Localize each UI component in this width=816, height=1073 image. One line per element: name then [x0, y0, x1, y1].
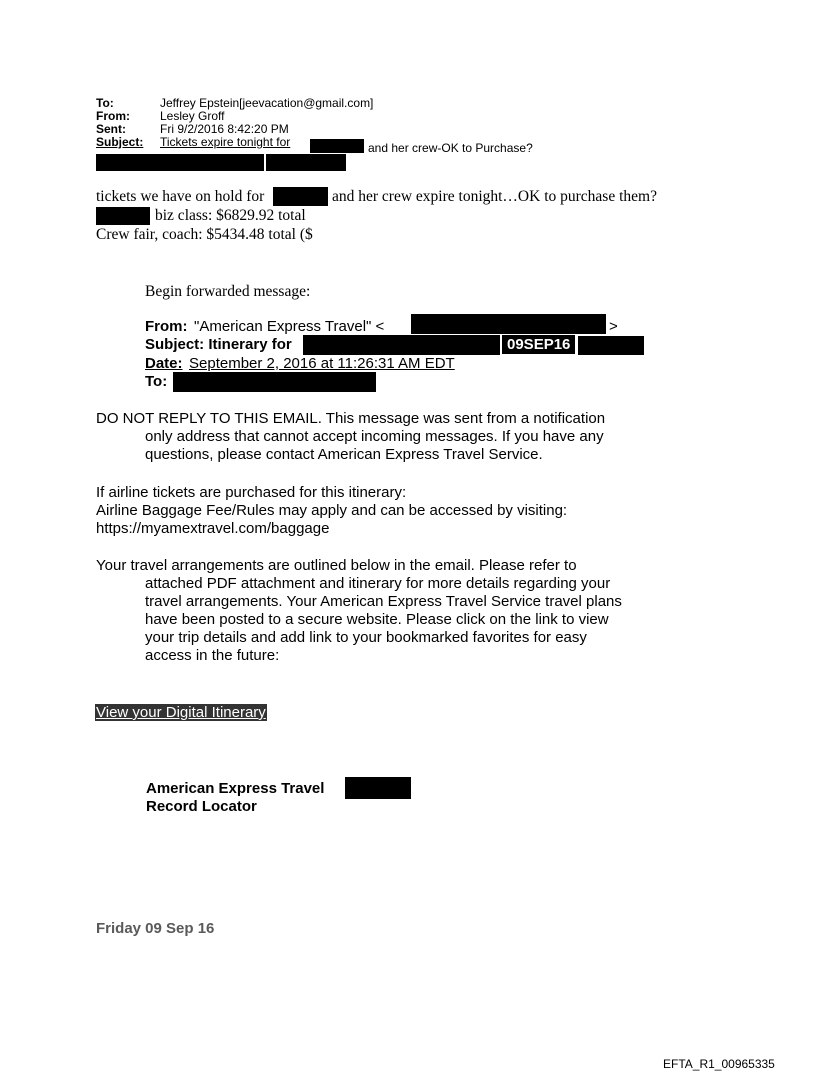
redaction-box: [578, 336, 644, 355]
sent-value: Fri 9/2/2016 8:42:20 PM: [160, 122, 289, 136]
to-value: Jeffrey Epstein[jeevacation@gmail.com]: [160, 96, 374, 110]
arrangements-line-1: Your travel arrangements are outlined below in the email. Please refer to: [96, 557, 577, 574]
baggage-line-2: Airline Baggage Fee/Rules may apply and can be accessed by visiting:: [96, 502, 568, 519]
redaction-box: [411, 314, 606, 334]
notice-line-2: only address that cannot accept incoming messages. If you have any: [145, 428, 604, 445]
fwd-to-label: To:: [145, 373, 168, 390]
arrangements-line-3: travel arrangements. Your American Express Travel Service travel plans: [145, 593, 622, 610]
fwd-date-label: Date:: [145, 355, 183, 372]
subject-part1: Tickets expire tonight for: [160, 135, 291, 149]
fwd-subject-label: Subject: Itinerary for: [145, 336, 292, 353]
baggage-line-1: If airline tickets are purchased for this itinerary:: [96, 484, 407, 501]
date-heading: Friday 09 Sep 16: [96, 920, 215, 937]
forward-intro: Begin forwarded message:: [145, 283, 311, 300]
arrangements-line-2: attached PDF attachment and itinerary for more details regarding your: [145, 575, 611, 592]
body-line-2: biz class: $6829.92 total: [155, 207, 306, 224]
arrangements-line-5: your trip details and add link to your bookmarked favorites for easy: [145, 629, 587, 646]
arrangements-line-4: have been posted to a secure website. Please click on the link to view: [145, 611, 609, 628]
locator-line-1: American Express Travel: [146, 780, 325, 797]
sent-label: Sent:: [96, 122, 126, 136]
redaction-box: [96, 154, 264, 171]
baggage-url-link[interactable]: https://myamextravel.com/baggage: [96, 520, 330, 537]
redaction-box: [303, 335, 500, 355]
redaction-box: [345, 777, 411, 799]
fwd-from-value: "American Express Travel" <: [194, 318, 385, 335]
fwd-from-close: >: [609, 318, 618, 335]
notice-line-1: DO NOT REPLY TO THIS EMAIL. This message was sent from a notification: [96, 410, 606, 427]
notice-line-3: questions, please contact American Express Travel Service.: [145, 446, 543, 463]
redaction-box: [310, 139, 364, 153]
fwd-subject-code: 09SEP16: [502, 335, 575, 354]
footer-document-id: EFTA_R1_00965335: [663, 1057, 775, 1071]
body-line-3: Crew fair, coach: $5434.48 total ($: [96, 226, 313, 243]
fwd-date-value: September 2, 2016 at 11:26:31 AM EDT: [189, 355, 455, 372]
from-value: Lesley Groff: [160, 109, 225, 123]
body-line-1b: and her crew expire tonight…OK to purchase them?: [332, 188, 657, 205]
to-label: To:: [96, 96, 114, 110]
fwd-from-label: From:: [145, 318, 188, 335]
from-label: From:: [96, 109, 130, 123]
redaction-box: [266, 154, 346, 171]
subject-part2: and her crew-OK to Purchase?: [368, 141, 533, 155]
redaction-box: [273, 187, 328, 206]
redaction-box: [96, 207, 150, 225]
subject-label: Subject:: [96, 135, 144, 149]
redaction-box: [173, 372, 376, 392]
view-digital-itinerary-link[interactable]: View your Digital Itinerary: [96, 704, 266, 721]
arrangements-line-6: access in the future:: [145, 647, 280, 664]
locator-line-2: Record Locator: [146, 798, 257, 815]
body-line-1a: tickets we have on hold for: [96, 188, 265, 205]
